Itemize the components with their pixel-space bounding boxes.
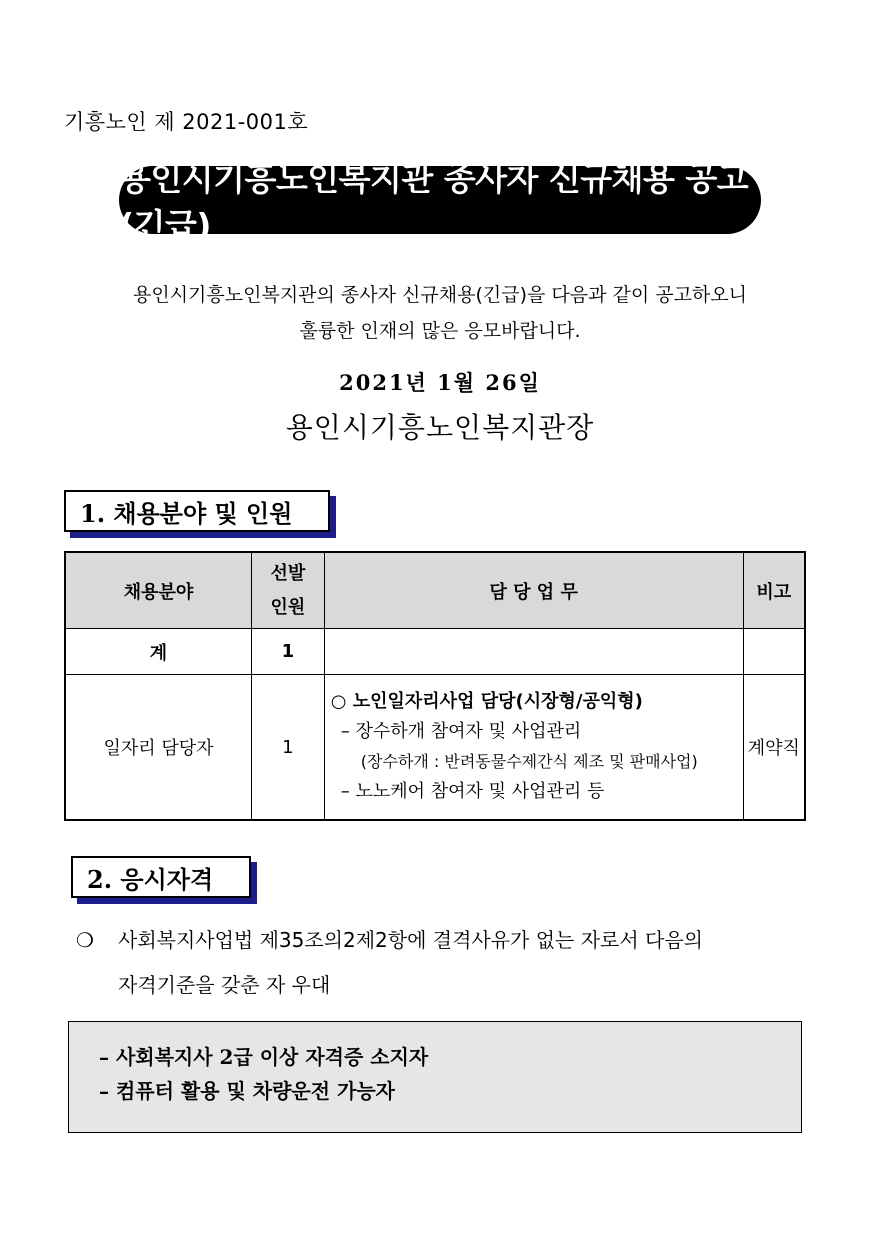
duty-sub-2: – 노노케어 참여자 및 사업관리 등	[340, 781, 605, 802]
issuer-name: 용인시기흥노인복지관장	[285, 411, 595, 444]
header-duties: 담 당 업 무	[324, 552, 743, 629]
recruitment-table	[64, 551, 806, 821]
duty-main: ○ 노인일자리사업 담당(시장형/공익형)	[330, 691, 643, 712]
intro-paragraph	[60, 277, 820, 349]
header-field: 채용분야	[65, 552, 251, 629]
section-2-heading: 2. 응시자격	[71, 856, 251, 898]
table-row-job	[65, 675, 805, 821]
total-count: 1	[251, 629, 324, 675]
circle-bullet-icon: ❍	[76, 928, 94, 952]
section-1-heading: 1. 채용분야 및 인원	[64, 490, 330, 532]
duty-note: (장수하개 : 반려동물수제간식 제조 및 판매사업)	[360, 752, 698, 771]
job-duties	[324, 675, 743, 821]
total-label: 계	[65, 629, 251, 675]
header-selection-line-1: 선발	[270, 562, 306, 584]
requirement-item: – 컴퓨터 활용 및 차량운전 가능자	[99, 1079, 395, 1103]
header-note: 비고	[743, 552, 805, 629]
page-title: 용인시기흥노인복지관 종사자 신규채용 공고(긴급)	[119, 159, 749, 245]
intro-line-1: 용인시기흥노인복지관의 종사자 신규채용(긴급)을 다음과 같이 공고하오니	[133, 284, 747, 306]
qualification-line-1	[76, 918, 806, 963]
title-banner	[119, 159, 761, 245]
job-count: 1	[251, 675, 324, 821]
header-selection-line-2: 인원	[270, 596, 306, 618]
job-note: 계약직	[743, 675, 805, 821]
qualification-text-1: 사회복지사업법 제35조의2제2항에 결격사유가 없는 자로서 다음의	[118, 928, 704, 952]
qualification-paragraph	[76, 918, 806, 1008]
document-number: 기흥노인 제 2021-001호	[64, 110, 309, 134]
table-header-row	[65, 552, 805, 629]
qualification-line-2: 자격기준을 갖춘 자 우대	[118, 973, 331, 997]
announcement-date: 2021년 1월 26일	[339, 370, 541, 395]
table-row-total	[65, 629, 805, 675]
requirement-item: – 사회복지사 2급 이상 자격증 소지자	[99, 1045, 429, 1069]
intro-line-2: 훌륭한 인재의 많은 응모바랍니다.	[299, 320, 581, 342]
header-selection-count	[251, 552, 324, 629]
duty-sub-1: – 장수하개 참여자 및 사업관리	[340, 721, 582, 742]
total-note	[743, 629, 805, 675]
requirements-box	[68, 1021, 802, 1133]
job-field: 일자리 담당자	[65, 675, 251, 821]
total-duties	[324, 629, 743, 675]
